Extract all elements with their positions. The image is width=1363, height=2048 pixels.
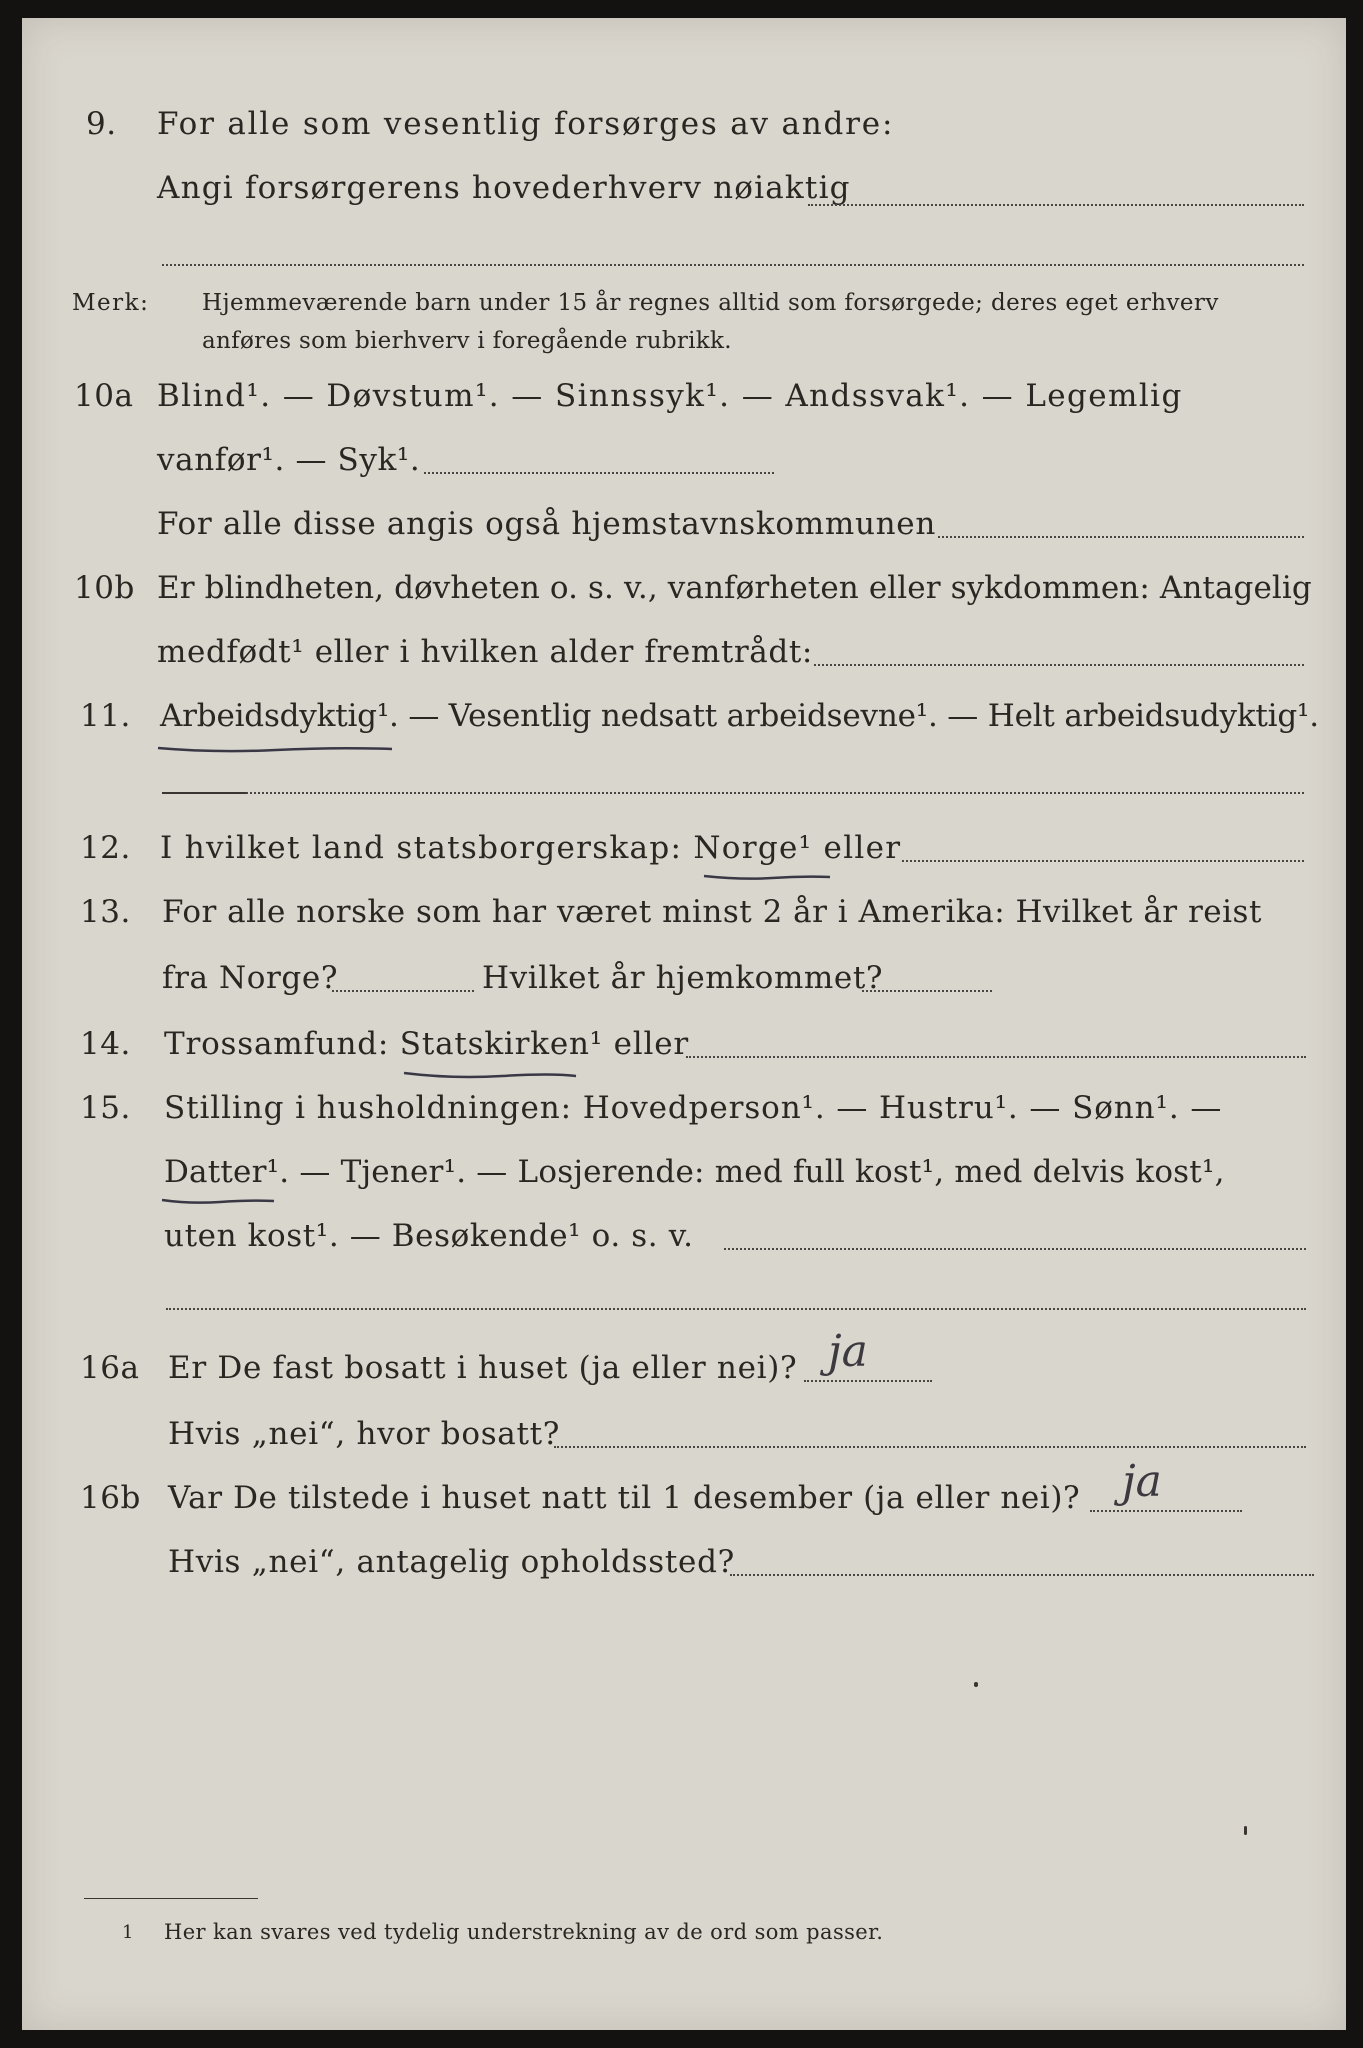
q10b-number: 10b	[74, 570, 135, 606]
q16a-number: 16a	[80, 1350, 140, 1386]
footnote-mark: 1	[122, 1922, 134, 1943]
q15-extra-line[interactable]	[166, 1308, 1306, 1310]
q16b-location-line[interactable]	[730, 1574, 1314, 1576]
q16b-number: 16b	[80, 1480, 141, 1516]
footnote-text: Her kan svares ved tydelig understrekning av de ord som passer.	[164, 1920, 884, 1944]
q16b-line1: Var De tilstede i huset natt til 1 desember (ja eller nei)?	[168, 1480, 1081, 1516]
q10b-line2: medfødt¹ eller i hvilken alder fremtrådt:	[157, 634, 813, 670]
q9-answer-line[interactable]	[808, 204, 1304, 206]
q16a-line1: Er De fast bosatt i huset (ja eller nei)?	[168, 1350, 798, 1386]
q12-handwritten-underline	[702, 870, 834, 884]
q16a-line2: Hvis „nei“, hvor bosatt?	[168, 1416, 561, 1452]
q10a-line3: For alle disse angis også hjemstavnskommunen	[157, 506, 936, 542]
census-form-page	[22, 18, 1346, 2030]
q10b-answer-line[interactable]	[814, 664, 1304, 666]
q10a-municipality-line[interactable]	[938, 536, 1304, 538]
q14-handwritten-underline	[402, 1068, 580, 1082]
merk-line2: anføres som bierhverv i foregående rubrikk.	[202, 328, 732, 354]
q13-line2b: Hvilket år hjemkommet?	[482, 960, 884, 996]
q11-line1: Arbeidsdyktig¹. — Vesentlig nedsatt arbeidsevne¹. — Helt arbeidsudyktig¹.	[160, 698, 1319, 734]
q9-number: 9.	[86, 106, 117, 142]
q15-line1: Stilling i husholdningen: Hovedperson¹. — Hustru¹. — Sønn¹. —	[164, 1090, 1223, 1126]
q11-handwritten-underline	[156, 742, 396, 756]
q9-line1: For alle som vesentlig forsørges av andre:	[157, 106, 895, 142]
q14-line1: Trossamfund: Statskirken¹ eller	[164, 1026, 689, 1062]
stray-ink-dot	[974, 1682, 978, 1687]
q15-answer-line[interactable]	[724, 1248, 1306, 1250]
q11-short-rule	[162, 792, 246, 794]
merk-label: Merk:	[72, 290, 150, 316]
q13-line1: For alle norske som har været minst 2 år i Amerika: Hvilket år reist	[162, 894, 1262, 930]
q16b-answer-line[interactable]	[1090, 1510, 1242, 1512]
q10a-line2: vanfør¹. — Syk¹.	[157, 442, 421, 478]
q14-number: 14.	[80, 1026, 131, 1062]
q11-extra-line[interactable]	[246, 792, 1304, 794]
q15-number: 15.	[80, 1090, 131, 1126]
footnote-rule	[84, 1898, 258, 1899]
stray-ink-mark	[1244, 1826, 1247, 1835]
q10a-answer-line[interactable]	[424, 472, 774, 474]
q12-number: 12.	[80, 830, 131, 866]
merk-line1: Hjemmeværende barn under 15 år regnes alltid som forsørgede; deres eget erhverv	[202, 290, 1219, 316]
q12-answer-line[interactable]	[902, 860, 1304, 862]
q13-left-answer-line[interactable]	[332, 990, 474, 992]
q15-line3: uten kost¹. — Besøkende¹ o. s. v.	[164, 1218, 694, 1254]
q16a-handwritten-answer: ja	[828, 1326, 868, 1377]
q13-line2a: fra Norge?	[162, 960, 339, 996]
q11-number: 11.	[80, 698, 131, 734]
q16a-answer-line[interactable]	[804, 1380, 932, 1382]
q9-extra-line[interactable]	[162, 264, 1304, 266]
q15-line2: Datter¹. — Tjener¹. — Losjerende: med full kost¹, med delvis kost¹,	[164, 1154, 1225, 1190]
q16b-handwritten-answer: ja	[1122, 1456, 1162, 1507]
q16b-line2: Hvis „nei“, antagelig opholdssted?	[168, 1544, 735, 1580]
q13-number: 13.	[80, 894, 131, 930]
q12-line1: I hvilket land statsborgerskap: Norge¹ eller	[160, 830, 902, 866]
q9-line2: Angi forsørgerens hovederhverv nøiaktig	[157, 170, 851, 206]
q14-answer-line[interactable]	[686, 1056, 1306, 1058]
q15-handwritten-underline	[160, 1194, 278, 1208]
q16a-residence-line[interactable]	[554, 1446, 1306, 1448]
q10b-line1: Er blindheten, døvheten o. s. v., vanførheten eller sykdommen: Antagelig	[157, 570, 1312, 606]
q10a-line1: Blind¹. — Døvstum¹. — Sinnssyk¹. — Andssvak¹. — Legemlig	[157, 378, 1183, 414]
q10a-number: 10a	[74, 378, 134, 414]
q13-right-answer-line[interactable]	[862, 990, 992, 992]
